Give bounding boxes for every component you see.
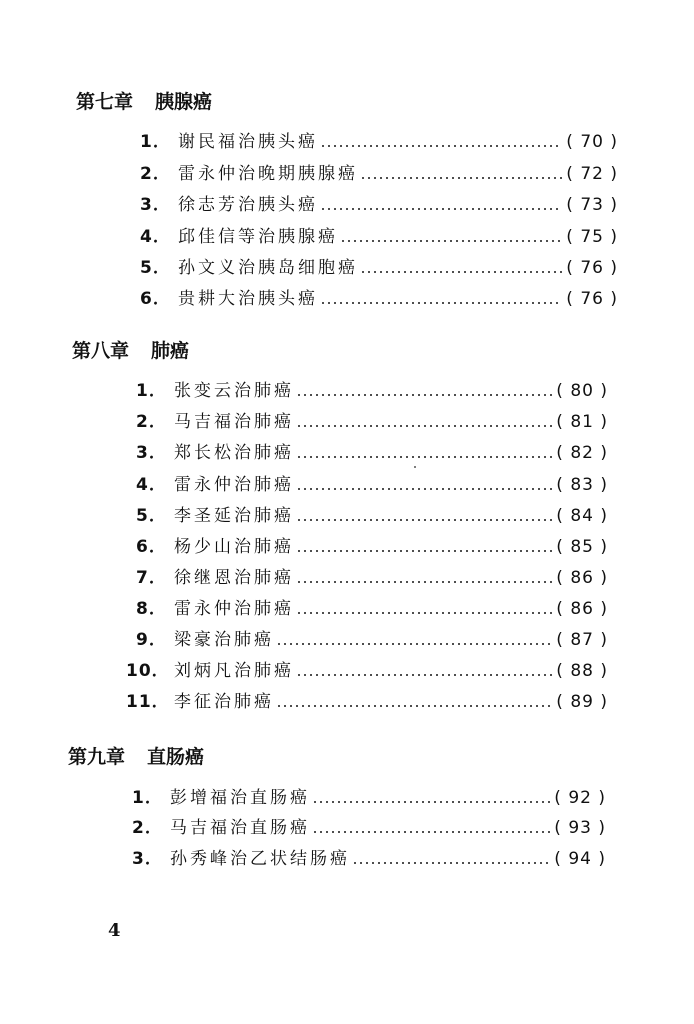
chapter-label: 第八章: [72, 340, 130, 362]
entry-title: 孙秀峰治乙状结肠癌: [170, 849, 350, 869]
entry-page: ( 76 ): [566, 289, 618, 309]
dot-leader: [296, 519, 552, 521]
entry-title: 邱佳信等治胰腺癌: [178, 227, 338, 247]
entry-page: ( 81 ): [556, 412, 608, 432]
dot-leader: [276, 643, 552, 645]
chapter-label: 第七章: [76, 91, 134, 113]
toc-entry[interactable]: [140, 255, 618, 281]
entry-title: 张变云治肺癌: [174, 381, 294, 401]
entry-title: 雷永仲治肺癌: [174, 599, 294, 619]
chapter-title: 直肠癌: [147, 746, 205, 768]
entry-number: 4．: [136, 475, 167, 495]
entry-number: 2．: [140, 164, 171, 184]
entry-title: 杨少山治肺癌: [174, 537, 294, 557]
dot-leader: [320, 302, 562, 304]
toc-entry[interactable]: [140, 192, 618, 218]
entry-number: 1．: [140, 132, 171, 152]
entry-page: ( 94 ): [554, 849, 606, 869]
toc-entry[interactable]: [136, 534, 608, 560]
entry-page: ( 80 ): [556, 381, 608, 401]
chapter-7-heading: [76, 90, 212, 114]
toc-entry[interactable]: [136, 409, 608, 435]
entry-page: ( 84 ): [556, 506, 608, 526]
entry-number: 9．: [136, 630, 167, 650]
toc-entry[interactable]: [126, 689, 608, 715]
entry-number: 8．: [136, 599, 167, 619]
entry-number: 10．: [126, 661, 170, 681]
scan-speck: [414, 466, 416, 468]
entry-title: 马吉福治直肠癌: [170, 818, 310, 838]
entry-number: 7．: [136, 568, 167, 588]
dot-leader: [320, 208, 562, 210]
entry-number: 6．: [136, 537, 167, 557]
entry-page: ( 73 ): [566, 195, 618, 215]
dot-leader: [296, 674, 552, 676]
entry-page: ( 82 ): [556, 443, 608, 463]
dot-leader: [320, 145, 562, 147]
dot-leader: [296, 612, 552, 614]
entry-page: ( 75 ): [566, 227, 618, 247]
toc-entry[interactable]: [132, 815, 606, 841]
entry-page: ( 76 ): [566, 258, 618, 278]
toc-entry[interactable]: [140, 129, 618, 155]
dot-leader: [360, 271, 562, 273]
entry-number: 5．: [140, 258, 171, 278]
dot-leader: [340, 240, 562, 242]
entry-page: ( 92 ): [554, 788, 606, 808]
toc-entry[interactable]: [132, 846, 606, 872]
entry-title: 李圣延治肺癌: [174, 506, 294, 526]
entry-page: ( 70 ): [566, 132, 618, 152]
dot-leader: [296, 581, 552, 583]
entry-title: 孙文义治胰岛细胞癌: [178, 258, 358, 278]
entry-number: 3．: [140, 195, 171, 215]
dot-leader: [296, 550, 552, 552]
entry-number: 11．: [126, 692, 170, 712]
entry-page: ( 83 ): [556, 475, 608, 495]
entry-number: 2．: [136, 412, 167, 432]
entry-number: 2．: [132, 818, 163, 838]
entry-page: ( 89 ): [556, 692, 608, 712]
entry-title: 雷永仲治肺癌: [174, 475, 294, 495]
dot-leader: [360, 177, 562, 179]
chapter-label: 第九章: [68, 746, 126, 768]
entry-page: ( 88 ): [556, 661, 608, 681]
entry-title: 徐志芳治胰头癌: [178, 195, 318, 215]
entry-number: 1．: [136, 381, 167, 401]
entry-number: 3．: [136, 443, 167, 463]
toc-entry[interactable]: [136, 596, 608, 622]
entry-title: 马吉福治肺癌: [174, 412, 294, 432]
entry-title: 刘炳凡治肺癌: [174, 661, 294, 681]
page-number: 4: [108, 920, 121, 941]
toc-entry[interactable]: [140, 161, 618, 187]
dot-leader: [276, 705, 552, 707]
chapter-9-heading: [68, 745, 204, 769]
entry-page: ( 86 ): [556, 568, 608, 588]
dot-leader: [296, 488, 552, 490]
chapter-title: 胰腺癌: [155, 91, 213, 113]
toc-entry[interactable]: [132, 785, 606, 811]
toc-entry[interactable]: [126, 658, 608, 684]
toc-entry[interactable]: [136, 565, 608, 591]
entry-title: 谢民福治胰头癌: [178, 132, 318, 152]
entry-title: 雷永仲治晚期胰腺癌: [178, 164, 358, 184]
toc-entry[interactable]: [136, 378, 608, 404]
dot-leader: [296, 394, 552, 396]
toc-entry[interactable]: [136, 503, 608, 529]
toc-entry[interactable]: [136, 472, 608, 498]
entry-number: 5．: [136, 506, 167, 526]
dot-leader: [296, 456, 552, 458]
entry-title: 彭增福治直肠癌: [170, 788, 310, 808]
toc-entry[interactable]: [140, 286, 618, 312]
chapter-8-heading: [72, 339, 189, 363]
entry-page: ( 72 ): [566, 164, 618, 184]
dot-leader: [352, 862, 550, 864]
entry-title: 梁豪治肺癌: [174, 630, 274, 650]
entry-page: ( 86 ): [556, 599, 608, 619]
dot-leader: [312, 801, 550, 803]
entry-page: ( 85 ): [556, 537, 608, 557]
entry-number: 6．: [140, 289, 171, 309]
entry-title: 郑长松治肺癌: [174, 443, 294, 463]
chapter-title: 肺癌: [151, 340, 190, 362]
entry-number: 4．: [140, 227, 171, 247]
toc-entry[interactable]: [136, 440, 608, 466]
entry-title: 贵耕大治胰头癌: [178, 289, 318, 309]
dot-leader: [312, 831, 550, 833]
entry-title: 徐继恩治肺癌: [174, 568, 294, 588]
entry-page: ( 93 ): [554, 818, 606, 838]
entry-title: 李征治肺癌: [174, 692, 274, 712]
dot-leader: [296, 425, 552, 427]
toc-entry[interactable]: [140, 224, 618, 250]
entry-page: ( 87 ): [556, 630, 608, 650]
entry-number: 1．: [132, 788, 163, 808]
entry-number: 3．: [132, 849, 163, 869]
toc-entry[interactable]: [136, 627, 608, 653]
